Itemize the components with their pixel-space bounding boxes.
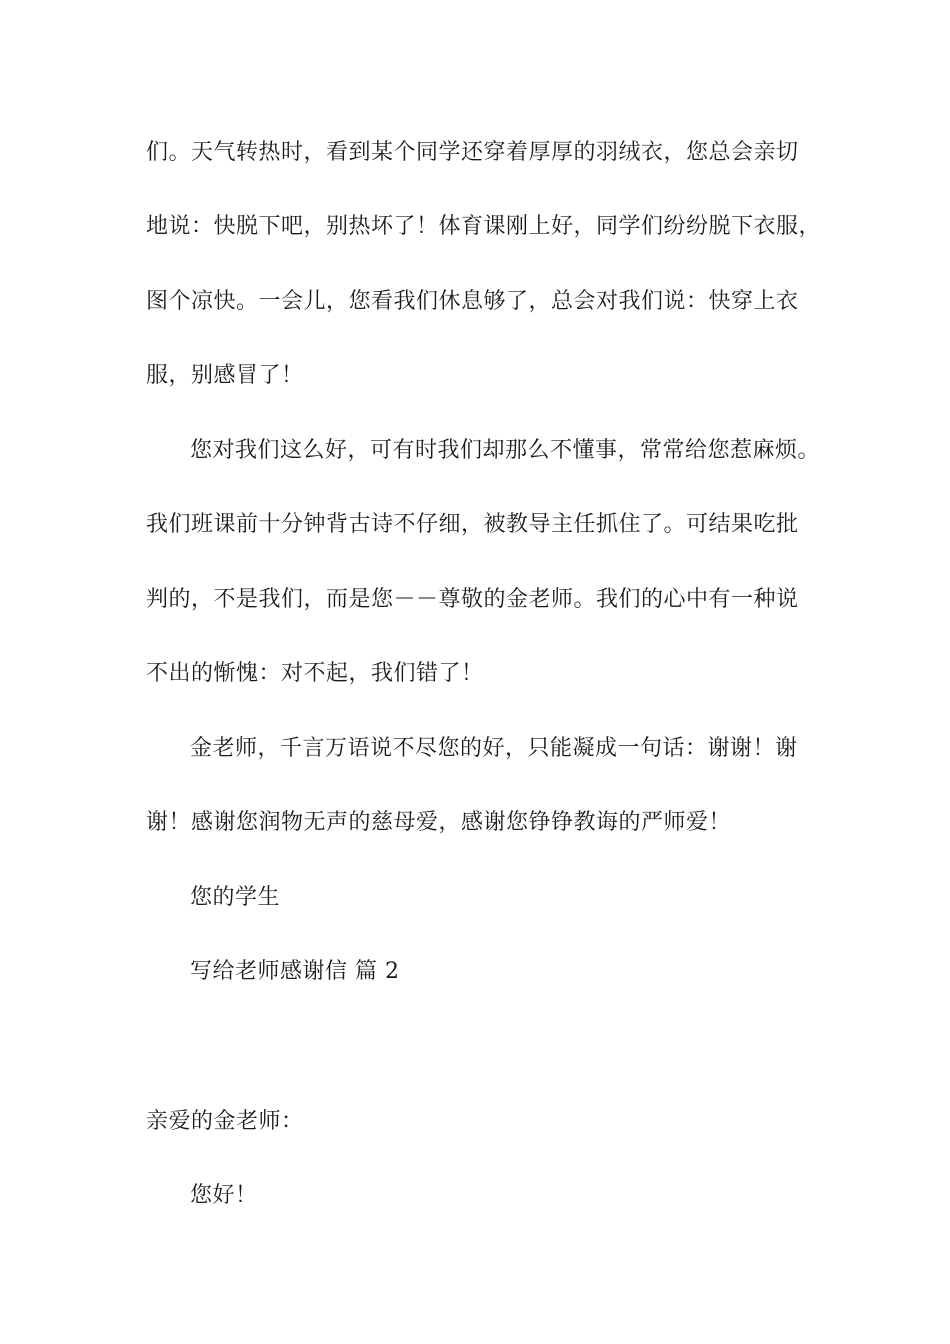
paragraph-line: 们。天气转热时，看到某个同学还穿着厚厚的羽绒衣，您总会亲切 — [146, 140, 799, 165]
greeting: 您好！ — [190, 1183, 258, 1208]
paragraph-line: 您对我们这么好，可有时我们却那么不懂事，常常给您惹麻烦。 — [190, 438, 821, 463]
paragraph-line: 图个凉快。一会儿，您看我们休息够了，总会对我们说：快穿上衣 — [146, 289, 799, 314]
paragraph-line: 地说：快脱下吧，别热坏了！体育课刚上好，同学们纷纷脱下衣服， — [146, 214, 822, 239]
section-heading: 写给老师感谢信 篇 2 — [190, 959, 400, 984]
paragraph-line: 不出的惭愧：对不起，我们错了！ — [146, 661, 484, 686]
paragraph-line: 我们班课前十分钟背古诗不仔细，被教导主任抓住了。可结果吃批 — [146, 512, 799, 537]
paragraph-line: 判的，不是我们，而是您－－尊敬的金老师。我们的心中有一种说 — [146, 587, 799, 612]
paragraph-line: 谢！感谢您润物无声的慈母爱，感谢您铮铮教诲的严师爱！ — [146, 810, 732, 835]
paragraph-line: 金老师，千言万语说不尽您的好，只能凝成一句话：谢谢！谢 — [190, 736, 798, 761]
paragraph-line: 服，别感冒了！ — [146, 363, 304, 388]
salutation: 亲爱的金老师： — [146, 1109, 304, 1134]
signature-line: 您的学生 — [190, 885, 281, 910]
